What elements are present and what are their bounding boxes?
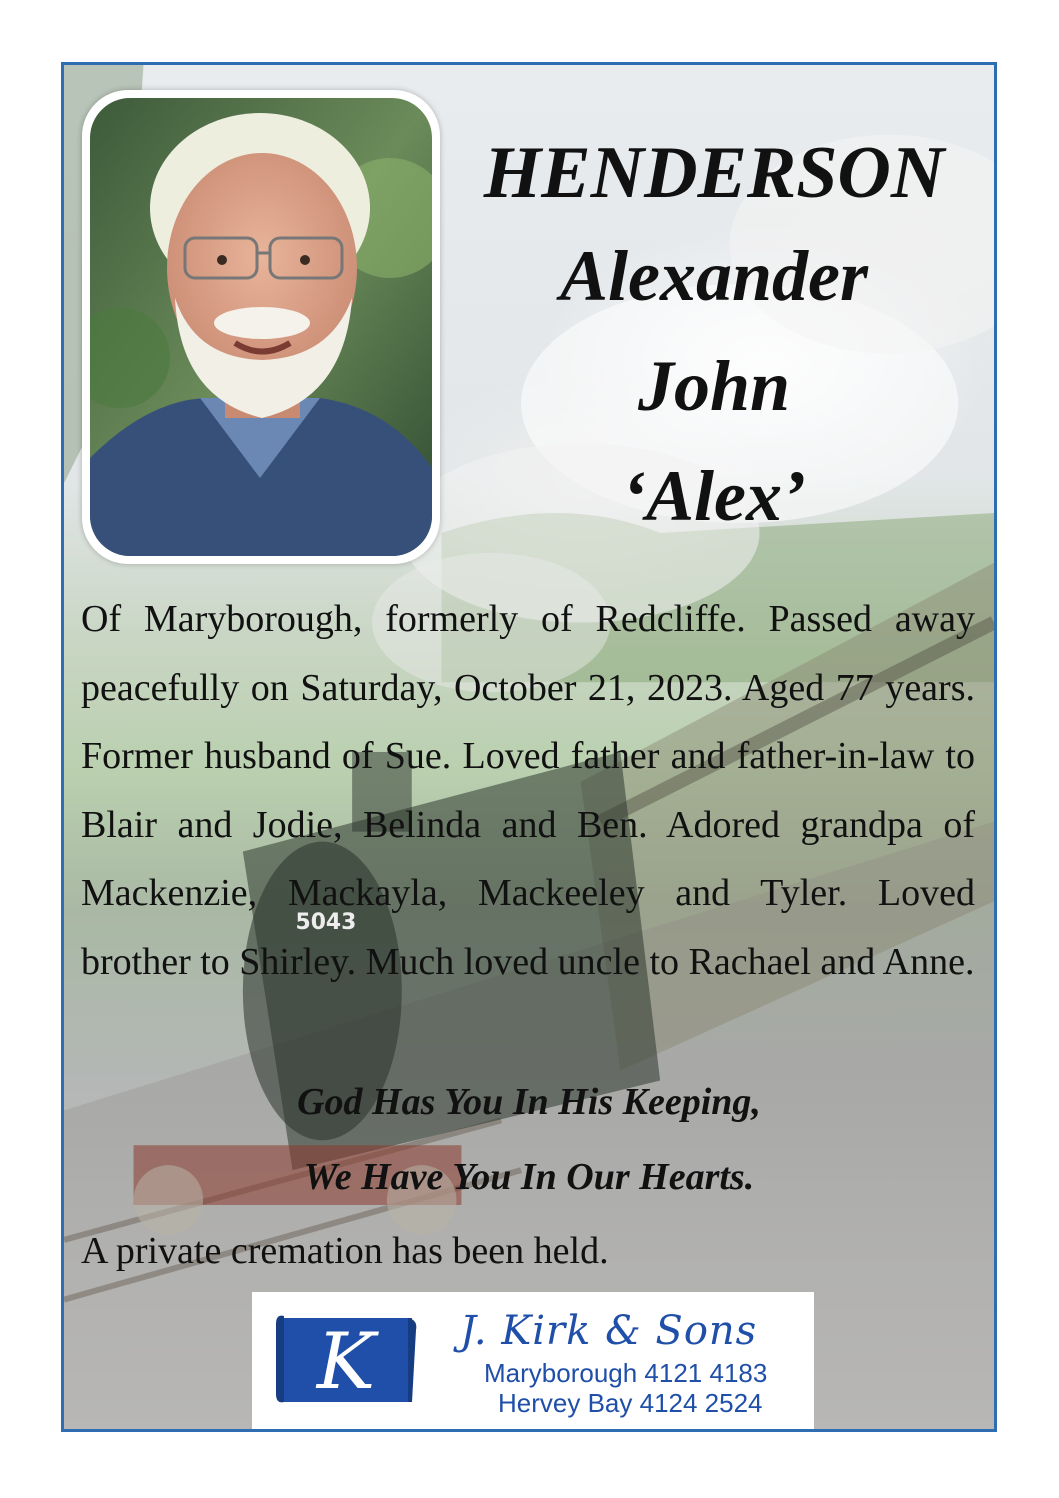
locomotive-number: 5043 <box>295 910 357 936</box>
logo-letter: K <box>316 1317 376 1407</box>
portrait-frame <box>82 90 440 564</box>
verse-line-1: God Has You In His Keeping, <box>297 1081 761 1123</box>
given-name-middle: John <box>637 346 791 426</box>
notice-body: Of Maryborough, formerly of Redcliffe. Passed away peacefully on Saturday, October 21, 2023. Aged 77 years. Former husband of Sue. Loved father and father-in-law to Blair and Jodie, Belinda and Ben. Adored grandpa of Mackenzie, Mackayla, Mackeeley and Tyler. Loved brother to Shirley. Much loved uncle to Rachael and Anne. <box>81 598 975 983</box>
verse-line-2: We Have You In Our Hearts. <box>303 1156 755 1198</box>
nickname: ‘Alex’ <box>622 456 806 536</box>
phone-maryborough: Maryborough 4121 4183 <box>484 1358 768 1388</box>
deceased-name-block <box>434 125 994 551</box>
closing-statement: A private cremation has been held. <box>81 1230 609 1272</box>
kirk-k-logo-icon <box>274 1310 419 1410</box>
firm-name: J. Kirk & Sons <box>460 1308 758 1354</box>
funeral-director-logo <box>252 1292 814 1430</box>
given-name-first: Alexander <box>559 236 868 316</box>
portrait-image <box>90 98 432 556</box>
surname: HENDERSON <box>483 132 945 214</box>
notice-frame <box>61 62 997 1432</box>
portrait-photo <box>90 98 432 556</box>
phone-hervey-bay: Hervey Bay 4124 2524 <box>498 1388 763 1418</box>
